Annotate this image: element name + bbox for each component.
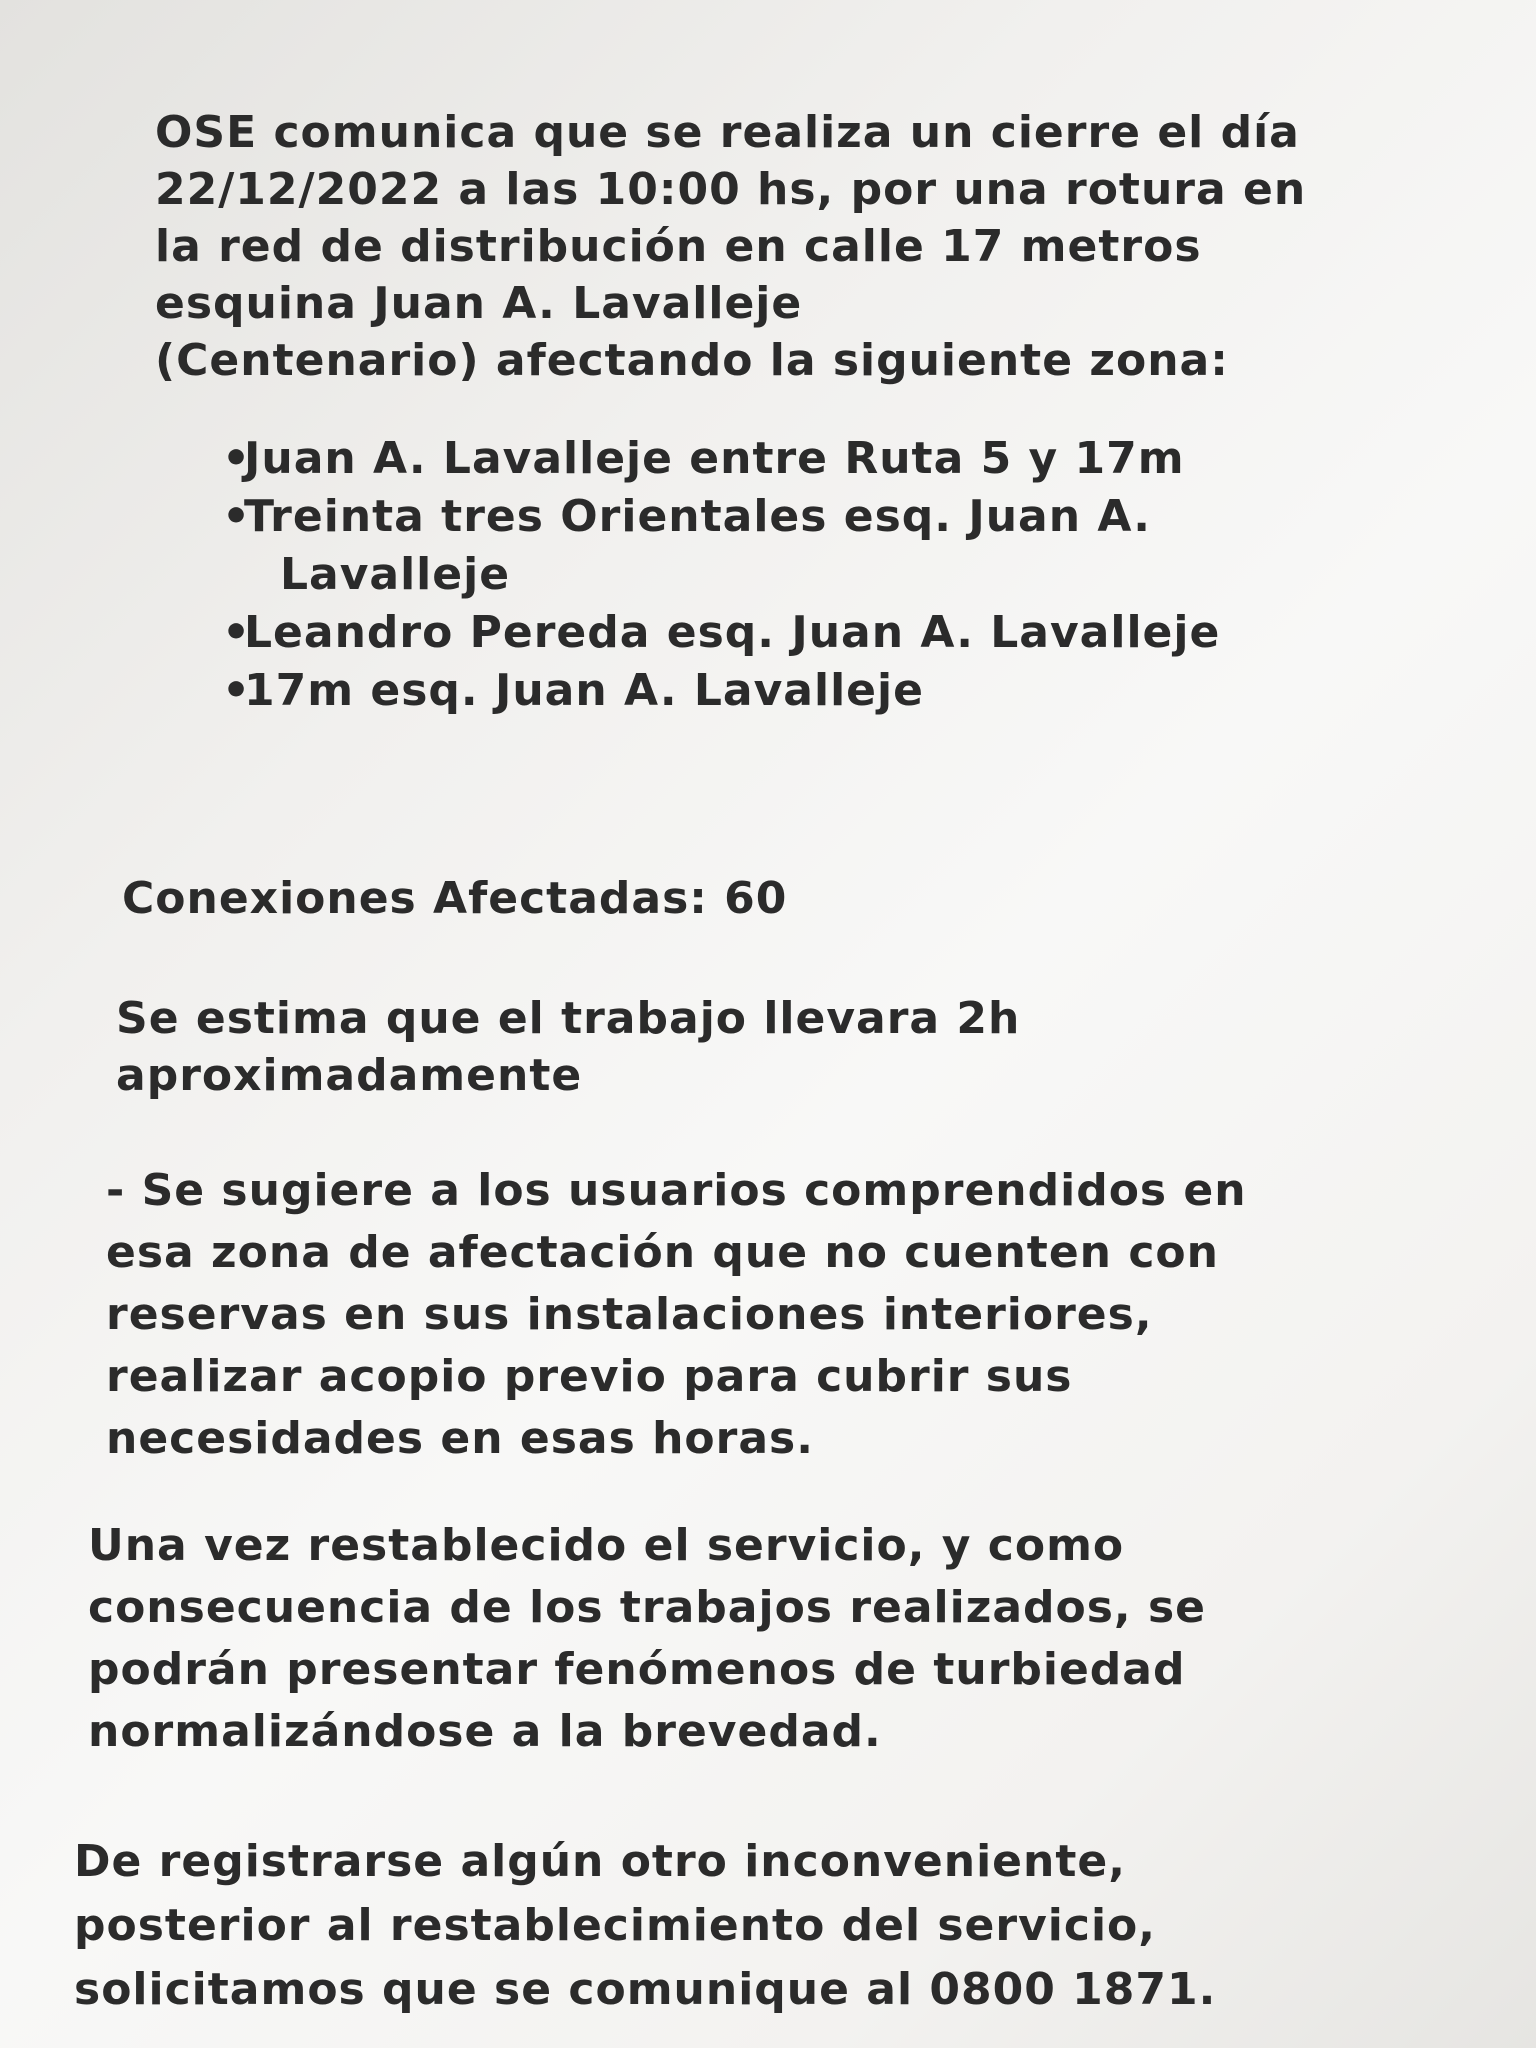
suggestion-line: reservas en sus instalaciones interiores, [106,1289,1153,1340]
intro-line: la red de distribución en calle 17 metros [155,221,1202,272]
estimate-line: aproximadamente [116,1050,583,1101]
intro-line: 22/12/2022 a las 10:00 hs, por una rotura en [155,164,1307,215]
street-text: Treinta tres Orientales esq. Juan A. [244,491,1151,542]
suggestion-line: realizar acopio previo para cubrir sus [106,1351,1073,1402]
turbidity-line: consecuencia de los trabajos realizados, se [88,1582,1206,1633]
contact-line: De registrarse algún otro inconveniente, [74,1836,1126,1887]
bullet-dot: • [222,607,252,658]
intro-paragraph [155,104,1306,389]
bullet-dot: • [222,665,252,716]
turbidity-line: Una vez restablecido el servicio, y como [88,1520,1125,1571]
list-item [222,488,1220,604]
turbidity-paragraph [88,1515,1206,1763]
estimate-paragraph [116,990,1020,1104]
intro-line: (Centenario) afectando la siguiente zona: [155,335,1229,386]
connections-count: Conexiones Afectadas: 60 [122,873,788,924]
street-text: 17m esq. Juan A. Lavalleje [244,665,924,716]
street-text-continuation: Lavalleje [280,549,511,600]
intro-line: OSE comunica que se realiza un cierre el día [155,107,1300,158]
turbidity-line: podrán presentar fenómenos de turbiedad [88,1644,1186,1695]
estimate-line: Se estima que el trabajo llevara 2h [116,993,1021,1044]
bullet-dot: • [222,491,252,542]
suggestion-line: - Se sugiere a los usuarios comprendidos en [106,1165,1247,1216]
street-text: Leandro Pereda esq. Juan A. Lavalleje [244,607,1221,658]
contact-line: posterior al restablecimiento del servicio, [74,1900,1156,1951]
list-item [222,430,1220,488]
contact-line: solicitamos que se comunique al 0800 1871. [74,1964,1217,2015]
intro-line: esquina Juan A. Lavalleje [155,278,803,329]
suggestion-paragraph [106,1160,1247,1470]
bullet-dot: • [222,433,252,484]
list-item [222,604,1220,662]
suggestion-line: necesidades en esas horas. [106,1413,814,1464]
street-text: Juan A. Lavalleje entre Ruta 5 y 17m [244,433,1185,484]
turbidity-line: normalizándose a la brevedad. [88,1706,882,1757]
affected-streets-list [222,430,1220,720]
list-item [222,662,1220,720]
contact-paragraph [74,1830,1216,2022]
suggestion-line: esa zona de afectación que no cuenten con [106,1227,1219,1278]
